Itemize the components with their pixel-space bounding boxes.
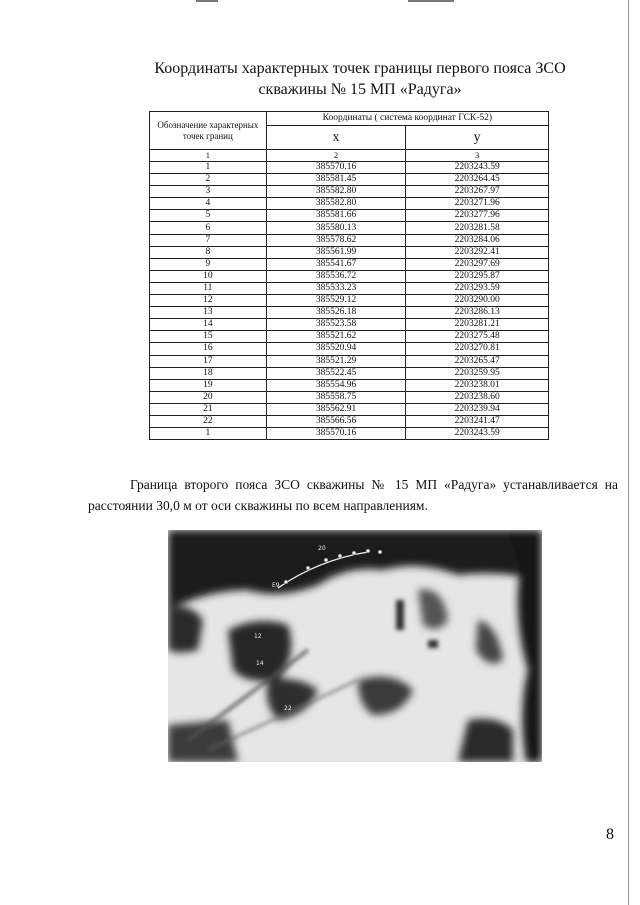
- x-coordinate-cell: 385521.62: [266, 331, 406, 343]
- table-row: [150, 319, 549, 331]
- point-number-cell: 3: [150, 186, 267, 198]
- x-coordinate-cell: 385536.72: [266, 270, 406, 282]
- table-row: [150, 246, 549, 258]
- point-number-cell: 12: [150, 295, 267, 307]
- y-coordinate-cell: 2203238.01: [406, 379, 549, 391]
- y-coordinate-cell: 2203286.13: [406, 307, 549, 319]
- table-row: [150, 367, 549, 379]
- table-row: [150, 210, 549, 222]
- point-number-cell: 13: [150, 307, 267, 319]
- x-coordinate-cell: 385582.80: [266, 186, 406, 198]
- y-coordinate-cell: 2203277.96: [406, 210, 549, 222]
- table-row: [150, 222, 549, 234]
- table-row: [150, 162, 549, 174]
- x-coordinate-cell: 385558.75: [266, 391, 406, 403]
- point-number-cell: 21: [150, 403, 267, 415]
- column-index: 2: [266, 150, 406, 162]
- y-coordinate-cell: 2203281.21: [406, 319, 549, 331]
- y-coordinate-cell: 2203290.00: [406, 295, 549, 307]
- x-coordinate-cell: 385570.16: [266, 428, 406, 440]
- x-coordinate-cell: 385581.45: [266, 174, 406, 186]
- y-coordinate-cell: 2203284.06: [406, 234, 549, 246]
- point-number-cell: 8: [150, 246, 267, 258]
- x-coordinate-cell: 385570.16: [266, 162, 406, 174]
- coordinates-table-body: [150, 162, 549, 440]
- x-coordinate-cell: 385578.62: [266, 234, 406, 246]
- point-number-cell: 15: [150, 331, 267, 343]
- table-row: [150, 379, 549, 391]
- point-number-cell: 14: [150, 319, 267, 331]
- y-coordinate-cell: 2203292.41: [406, 246, 549, 258]
- photo-label: 20: [318, 545, 326, 552]
- table-row: [150, 355, 549, 367]
- coordinates-table: [149, 111, 549, 440]
- title-line-2: скважины № 15 МП «Радуга»: [258, 81, 462, 98]
- scan-artifact: [408, 0, 454, 2]
- y-coordinate-cell: 2203259.95: [406, 367, 549, 379]
- column-index: 1: [150, 150, 267, 162]
- y-coordinate-cell: 2203241.47: [406, 415, 549, 427]
- point-number-cell: 10: [150, 270, 267, 282]
- x-coordinate-cell: 385566.56: [266, 415, 406, 427]
- table-row: [150, 391, 549, 403]
- point-number-cell: 9: [150, 258, 267, 270]
- photo-label: 22: [284, 705, 292, 712]
- document-title: [130, 58, 590, 100]
- x-coordinate-cell: 385521.29: [266, 355, 406, 367]
- point-number-cell: 2: [150, 174, 267, 186]
- table-row: [150, 343, 549, 355]
- y-coordinate-cell: 2203264.45: [406, 174, 549, 186]
- point-number-cell: 4: [150, 198, 267, 210]
- point-number-cell: 1: [150, 162, 267, 174]
- point-number-cell: 18: [150, 367, 267, 379]
- x-coordinate-cell: 385523.58: [266, 319, 406, 331]
- column-index: 3: [406, 150, 549, 162]
- table-row: [150, 295, 549, 307]
- aerial-photo: [168, 530, 542, 762]
- second-zone-paragraph: [88, 474, 618, 516]
- y-coordinate-cell: 2203275.48: [406, 331, 549, 343]
- y-coordinate-cell: 2203265.47: [406, 355, 549, 367]
- table-row: [150, 234, 549, 246]
- header-coordinate-system: Координаты ( система координат ГСК-52): [266, 112, 548, 126]
- y-coordinate-cell: 2203243.59: [406, 162, 549, 174]
- x-coordinate-cell: 385562.91: [266, 403, 406, 415]
- point-number-cell: 16: [150, 343, 267, 355]
- point-number-cell: 17: [150, 355, 267, 367]
- photo-label: E9: [272, 582, 280, 589]
- x-coordinate-cell: 385533.23: [266, 282, 406, 294]
- aerial-photo-image: [168, 530, 542, 762]
- y-coordinate-cell: 2203271.96: [406, 198, 549, 210]
- x-coordinate-cell: 385541.67: [266, 258, 406, 270]
- x-coordinate-cell: 385561.99: [266, 246, 406, 258]
- table-row: [150, 403, 549, 415]
- y-coordinate-cell: 2203243.59: [406, 428, 549, 440]
- header-x: x: [266, 126, 406, 150]
- table-row: [150, 186, 549, 198]
- scan-artifact: [196, 0, 218, 2]
- point-number-cell: 7: [150, 234, 267, 246]
- y-coordinate-cell: 2203238.60: [406, 391, 549, 403]
- point-number-cell: 1: [150, 428, 267, 440]
- paragraph-text: Граница второго пояса ЗСО скважины № 15 МП «Радуга» устанавливается на расстоянии 30,0 м от оси скважины по всем направлениям.: [88, 477, 618, 513]
- x-coordinate-cell: 385581.66: [266, 210, 406, 222]
- x-coordinate-cell: 385520.94: [266, 343, 406, 355]
- table-row: [150, 174, 549, 186]
- table-row: [150, 415, 549, 427]
- table-row: [150, 331, 549, 343]
- point-number-cell: 19: [150, 379, 267, 391]
- y-coordinate-cell: 2203270.81: [406, 343, 549, 355]
- header-y: y: [406, 126, 549, 150]
- title-line-1: Координаты характерных точек границы первого пояса ЗСО: [154, 60, 566, 77]
- page-number: 8: [606, 826, 614, 843]
- scan-artifact: [628, 0, 629, 905]
- point-number-cell: 6: [150, 222, 267, 234]
- header-designation: Обозначение характерных точек границ: [150, 112, 267, 150]
- y-coordinate-cell: 2203295.87: [406, 270, 549, 282]
- y-coordinate-cell: 2203297.69: [406, 258, 549, 270]
- y-coordinate-cell: 2203281.58: [406, 222, 549, 234]
- x-coordinate-cell: 385580.13: [266, 222, 406, 234]
- x-coordinate-cell: 385582.80: [266, 198, 406, 210]
- table-row: [150, 198, 549, 210]
- table-row: [150, 282, 549, 294]
- point-number-cell: 5: [150, 210, 267, 222]
- point-number-cell: 22: [150, 415, 267, 427]
- y-coordinate-cell: 2203267.97: [406, 186, 549, 198]
- x-coordinate-cell: 385529.12: [266, 295, 406, 307]
- point-number-cell: 11: [150, 282, 267, 294]
- y-coordinate-cell: 2203293.59: [406, 282, 549, 294]
- point-number-cell: 20: [150, 391, 267, 403]
- table-row: [150, 258, 549, 270]
- table-row: [150, 307, 549, 319]
- photo-label: 12: [254, 633, 262, 640]
- x-coordinate-cell: 385526.18: [266, 307, 406, 319]
- photo-label: 14: [256, 660, 264, 667]
- x-coordinate-cell: 385554.96: [266, 379, 406, 391]
- table-row: [150, 428, 549, 440]
- table-row: [150, 270, 549, 282]
- x-coordinate-cell: 385522.45: [266, 367, 406, 379]
- y-coordinate-cell: 2203239.94: [406, 403, 549, 415]
